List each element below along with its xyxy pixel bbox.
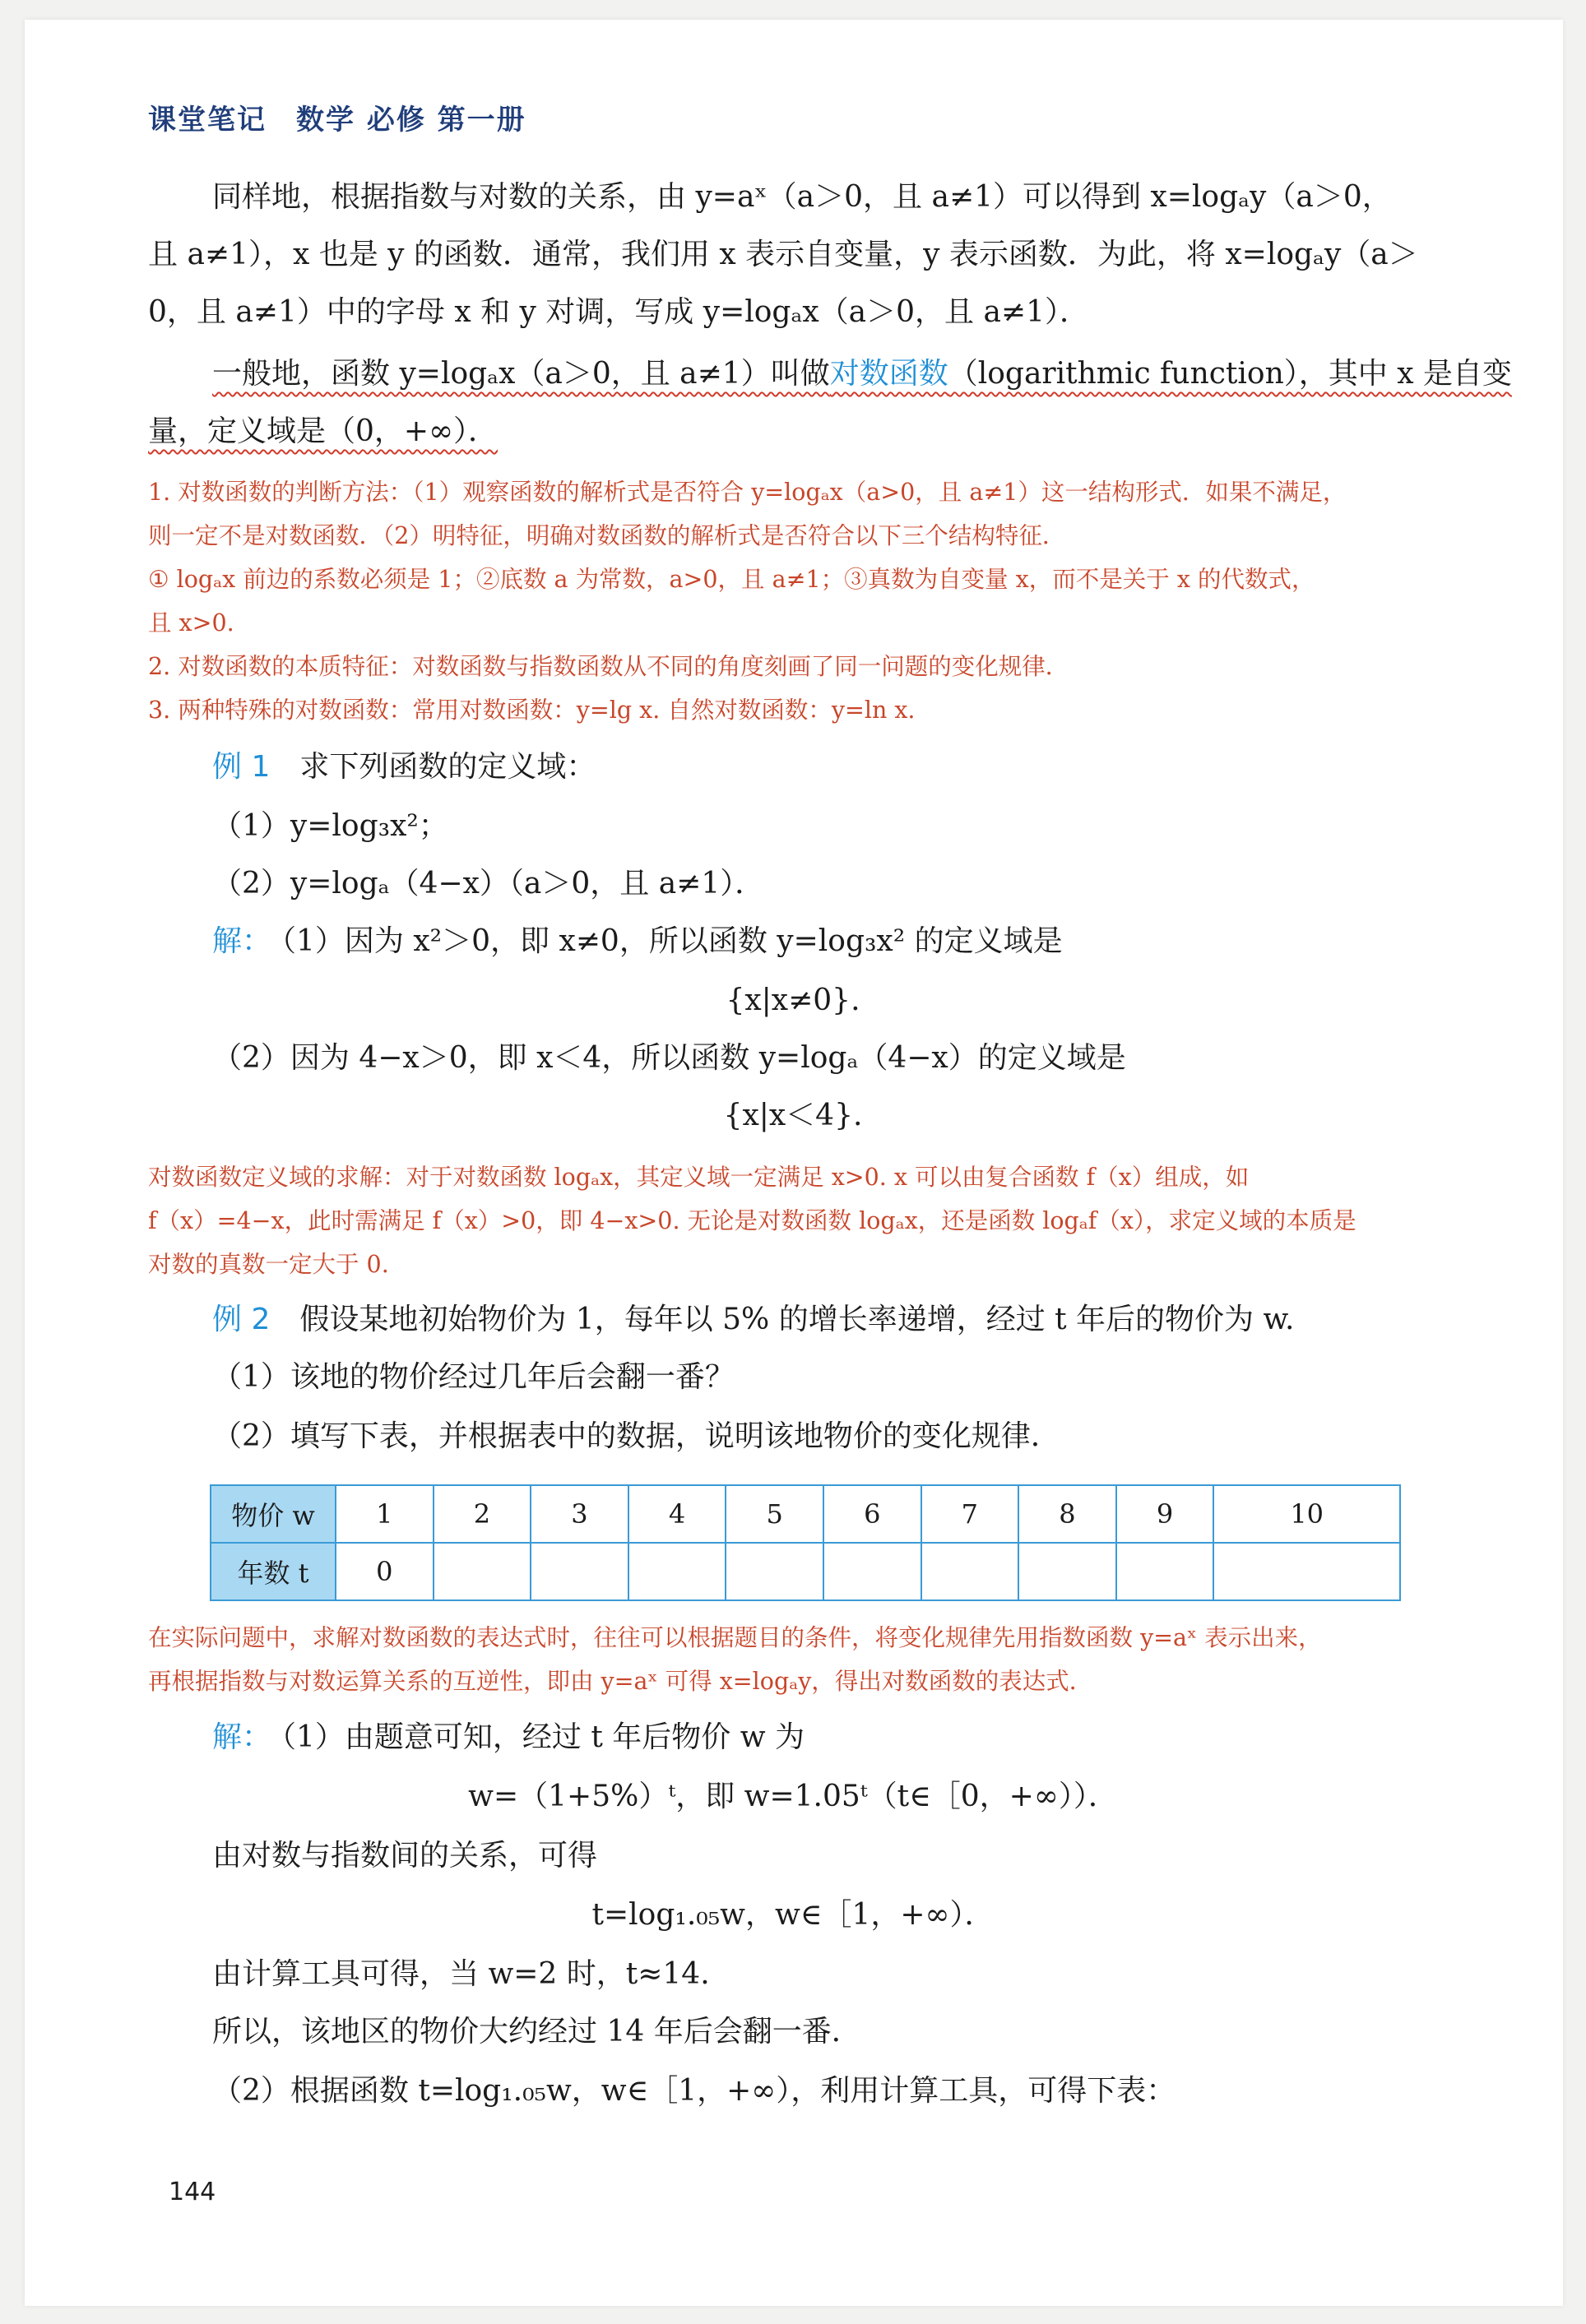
running-header: 课堂笔记 数学 必修 第一册 — [148, 104, 526, 137]
table-cell: 4 — [628, 1485, 726, 1543]
table-cell — [726, 1543, 823, 1600]
solution2-label: 解： — [212, 1720, 272, 1754]
table-cell — [921, 1543, 1019, 1600]
price-year-table — [210, 1484, 1401, 1601]
solution2-line1 — [212, 1709, 805, 1766]
example2-heading — [212, 1291, 1295, 1349]
table-cell: 5 — [726, 1485, 823, 1543]
table-cell: 7 — [921, 1485, 1019, 1543]
example1-solution1 — [212, 913, 1063, 970]
note1-line4: 且 x>0. — [148, 609, 234, 637]
example1-solution2: （2）因为 4−x＞0，即 x＜4，所以函数 y=logₐ（4−x）的定义域是 — [212, 1041, 1126, 1075]
note1-line5: 2. 对数函数的本质特征：对数函数与指数函数从不同的角度刻画了同一问题的变化规律． — [148, 653, 1069, 680]
table-cell — [1018, 1543, 1116, 1600]
note1-line3: ① logₐx 前边的系数必须是 1；②底数 a 为常数，a>0，且 a≠1；③真数为自变量 x，而不是关于 x 的代数式， — [148, 566, 1315, 593]
solution2-line4: 所以，该地区的物价大约经过 14 年后会翻一番． — [212, 2015, 861, 2049]
note2-line1: 对数函数定义域的求解：对于对数函数 logₐx，其定义域一定满足 x>0. x 可以由复合函数 f（x）组成，如 — [148, 1164, 1250, 1191]
table-cell: 1 — [336, 1485, 434, 1543]
note1-line2: 则一定不是对数函数．（2）明特征，明确对数函数的解析式是否符合以下三个结构特征． — [148, 522, 1066, 549]
definition-line2: 量，定义域是（0，+∞）． — [148, 414, 499, 448]
table-cell — [628, 1543, 726, 1600]
example1-sol1-text: （1）因为 x²＞0，即 x≠0，所以函数 y=log₃x² 的定义域是 — [281, 924, 1063, 958]
table-row — [211, 1543, 1400, 1600]
table-cell: 6 — [823, 1485, 921, 1543]
example1-q1: （1）y=log₃x²； — [212, 809, 448, 843]
para1-line1: 同样地，根据指数与对数的关系，由 y=aˣ（a＞0，且 a≠1）可以得到 x=logₐy（a＞0， — [212, 180, 1392, 214]
para1-line3: 0，且 a≠1）中的字母 x 和 y 对调，写成 y=logₐx（a＞0，且 a≠1）． — [148, 295, 1090, 329]
solution2-equation2: t=log₁.₀₅w，w∈［1，+∞）． — [591, 1898, 995, 1932]
example1-label: 例 1 — [212, 750, 271, 784]
note1-line6: 3. 两种特殊的对数函数：常用对数函数：y=lg x. 自然对数函数：y=ln x. — [148, 697, 916, 724]
table-cell: 0 — [336, 1543, 434, 1600]
table-cell: 8 — [1018, 1485, 1116, 1543]
solution2-l1-text: （1）由题意可知，经过 t 年后物价 w 为 — [281, 1720, 805, 1754]
para1-line2: 且 a≠1），x 也是 y 的函数．通常，我们用 x 表示自变量，y 表示函数．为此，将 x=logₐy（a＞ — [148, 238, 1418, 271]
table-cell — [1213, 1543, 1400, 1600]
table-cell — [531, 1543, 628, 1600]
page-number: 144 — [169, 2178, 216, 2206]
example1-answer2: {x|x＜4}. — [723, 1099, 863, 1132]
example2-prompt: 假设某地初始物价为 1，每年以 5% 的增长率递增，经过 t 年后的物价为 w. — [299, 1303, 1295, 1336]
table-header-price: 物价 w — [211, 1485, 336, 1543]
table-header-year: 年数 t — [211, 1543, 336, 1600]
note3-line2: 再根据指数与对数运算关系的互逆性，即由 y=aˣ 可得 x=logₐy，得出对数函数的表达式． — [148, 1668, 1093, 1695]
solution2-line3: 由计算工具可得，当 w=2 时，t≈14. — [212, 1957, 710, 1991]
solution2-line2: 由对数与指数间的关系，可得 — [212, 1839, 598, 1873]
example2-q1: （1）该地的物价经过几年后会翻一番？ — [212, 1360, 735, 1394]
definition-line1 — [212, 345, 1512, 403]
note2-line3: 对数的真数一定大于 0. — [148, 1251, 389, 1278]
example2-label: 例 2 — [212, 1303, 271, 1336]
note2-line2: f（x）=4−x，此时需满足 f（x）>0，即 4−x>0. 无论是对数函数 logₐx，还是函数 logₐf（x），求定义域的本质是 — [148, 1207, 1356, 1234]
definition-text-post: （logarithmic function），其中 x 是自变 — [948, 357, 1512, 391]
table-cell: 10 — [1213, 1485, 1400, 1543]
example2-q2: （2）填写下表，并根据表中的数据，说明该地物价的变化规律． — [212, 1419, 1060, 1453]
example1-prompt: 求下列函数的定义域： — [299, 750, 596, 784]
table-cell: 2 — [434, 1485, 531, 1543]
definition-text-pre: 一般地，函数 y=logₐx（a＞0，且 a≠1）叫做 — [212, 357, 830, 391]
table-cell — [1116, 1543, 1214, 1600]
table-cell — [434, 1543, 531, 1600]
table-cell: 9 — [1116, 1485, 1214, 1543]
note1-line1: 1. 对数函数的判断方法：（1）观察函数的解析式是否符合 y=logₐx（a>0，且 a≠1）这一结构形式．如果不满足， — [148, 479, 1347, 506]
solution2-line5: （2）根据函数 t=log₁.₀₅w，w∈［1，+∞），利用计算工具，可得下表： — [212, 2074, 1176, 2108]
definition-term: 对数函数 — [829, 357, 948, 391]
example1-answer1: {x|x≠0}. — [726, 984, 860, 1017]
table-cell — [823, 1543, 921, 1600]
note3-line1: 在实际问题中，求解对数函数的表达式时，往往可以根据题目的条件，将变化规律先用指数函数 y=aˣ 表示出来， — [148, 1624, 1322, 1651]
table-row — [211, 1485, 1400, 1543]
example1-sol-label: 解： — [212, 924, 272, 958]
solution2-equation1: w=（1+5%）ᵗ，即 w=1.05ᵗ（t∈［0，+∞））． — [468, 1780, 1118, 1813]
example1-heading — [212, 738, 596, 796]
example1-q2: （2）y=logₐ（4−x）（a＞0，且 a≠1）． — [212, 867, 765, 900]
table-cell: 3 — [531, 1485, 628, 1543]
